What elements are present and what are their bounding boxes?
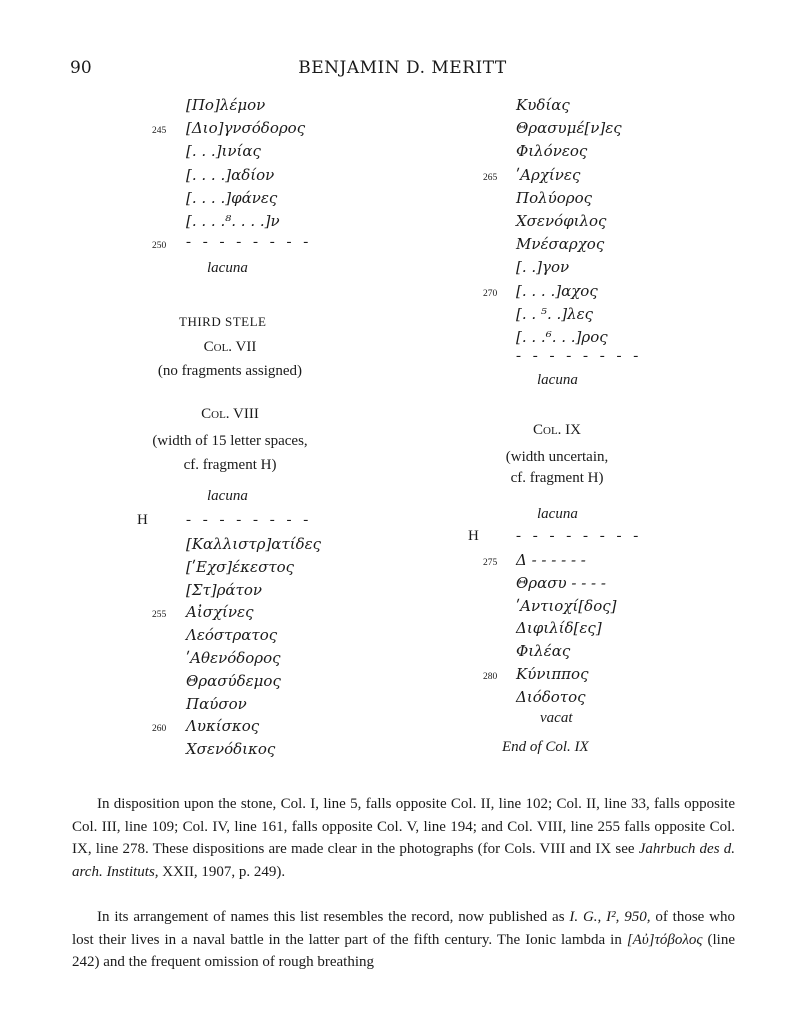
col-ix-note-line1: (width uncertain, (505, 449, 609, 465)
vacat-label: vacat (540, 710, 573, 726)
inscription-line: [Διο]γνσόδορος (186, 119, 306, 138)
inscription-line: [Πο]λέμον (186, 96, 266, 114)
inscription-line: Θρασυ - - - - (516, 573, 606, 592)
inscription-line: Πολύορος (516, 188, 593, 207)
line-number: 260 (152, 724, 167, 735)
inscription-line: Φιλόνεος (516, 142, 588, 161)
inscription-line: Λυκίσκος (186, 717, 260, 736)
col-vii-note: (no fragments assigned) (157, 363, 303, 379)
inscription-line: [. .]γον (516, 258, 570, 277)
third-stele-heading: THIRD STELE (179, 314, 267, 329)
inscription-line: Αἰσχίνες (186, 603, 254, 622)
greek-word: [Αὐ]τόβολος (626, 931, 703, 948)
running-header (70, 58, 735, 82)
lacuna-label: lacuna (537, 372, 578, 388)
inscription-line: ʹΑρχίνες (516, 165, 581, 184)
inscription-line: Παύσον (186, 694, 247, 713)
line-number: 255 (152, 610, 167, 621)
inscription-line: Μνέσαρχος (516, 235, 605, 254)
inscription-line: Κυδίας (516, 96, 570, 114)
inscription-line: Θρασυμέ[ν]ες (516, 119, 622, 138)
inscription-line: Διόδοτος (516, 687, 586, 706)
col-viii-heading: Col. VIII (201, 406, 259, 422)
inscription-line: Χσενόδικος (186, 740, 276, 759)
inscription-line: ʹΑθενόδορος (186, 649, 281, 667)
paragraph-text: (line 242) and the frequent omission of rough breathing (72, 931, 735, 970)
line-dashes: - - - - - - - - (516, 528, 643, 544)
paragraph-text: In disposition upon the stone, Col. I, line 5, falls opposite Col. II, line 102; Col. II, line 33, falls opposite Col. III, line 109; Col. IV, line 161, falls opposite Col. V, line 194; and Col. VIII, line 255 falls opposite Col. IX, line 278. These dispositions are made clear in the photographs (for Cols. VIII and IX see (72, 796, 735, 857)
inscription-line: [. . .⁶. . .]ρος (516, 328, 608, 346)
line-number: 280 (483, 672, 498, 682)
inscription-line: Δ - - - - - - (516, 551, 586, 569)
inscription-line: Χσενόφιλος (516, 212, 607, 230)
inscription-line: Λεόστρατος (186, 626, 278, 645)
paragraph-text: of those who lost their lives in a naval battle in the latter part of the fifth century. The Ionic lambda in (72, 909, 735, 948)
line-number: 275 (483, 558, 498, 568)
col-viii-note-line2: cf. fragment H) (183, 457, 277, 473)
paragraph-text: In its arrangement of names this list resembles the record, now published as (97, 909, 565, 925)
body-paragraph-1 (72, 793, 735, 883)
line-number: 250 (152, 241, 167, 251)
inscription-line: [. . . .]αδίον (186, 165, 275, 184)
page-number: 90 (70, 58, 92, 78)
lacuna-label: lacuna (537, 506, 578, 522)
line-dashes: - - - - - - - - (186, 512, 313, 528)
col-ix-note-line2: cf. fragment H) (510, 470, 604, 486)
col-viii-note-line1: (width of 15 letter spaces, (152, 433, 308, 449)
inscription-line: [. . . .⁸. . . .]ν (186, 212, 280, 230)
inscription-line: [Στ]ράτον (186, 580, 263, 599)
inscription-line: Φιλέας (516, 642, 571, 661)
line-dashes: - - - - - - - - (186, 234, 313, 250)
line-dashes: - - - - - - - - (516, 348, 643, 364)
inscription-line: [. . . .]αχος (516, 281, 598, 300)
fragment-h-label: H (137, 512, 148, 528)
end-of-column-label: End of Col. IX (502, 739, 589, 755)
journal-title: Jahrbuch des d. arch. Instituts, (72, 841, 735, 880)
inscription-line: Διφιλίδ[ες] (516, 619, 602, 638)
author-name: BENJAMIN D. MERITT (298, 58, 507, 78)
inscription-line: Κύνιππος (516, 665, 589, 683)
inscription-line: [Καλλιστρ]ατίδες (186, 535, 322, 553)
line-number: 245 (152, 126, 167, 137)
col-vii-heading: Col. VII (203, 339, 257, 355)
fragment-h-label: H (468, 528, 479, 544)
inscription-line: Θρασύδεμος (186, 671, 281, 690)
body-paragraph-2 (72, 906, 735, 974)
inscription-line: [. . .]ινίας (186, 142, 261, 161)
inscription-line: [ʹΕχσ]έκεστος (186, 557, 295, 576)
lacuna-label: lacuna (207, 260, 248, 276)
col-ix-heading: Col. IX (533, 422, 581, 438)
inscription-line: [. . . .]φάνες (186, 188, 278, 207)
lacuna-label: lacuna (207, 488, 248, 504)
inscription-line: [. . ⁵. .]λες (516, 304, 594, 323)
line-number: 270 (483, 288, 498, 299)
inscription-line: ʹΑντιοχί[δος] (516, 596, 617, 615)
paragraph-text: XXII, 1907, p. 249). (162, 863, 286, 880)
line-number: 265 (483, 172, 498, 183)
ig-reference: I. G., I², 950, (569, 909, 651, 925)
